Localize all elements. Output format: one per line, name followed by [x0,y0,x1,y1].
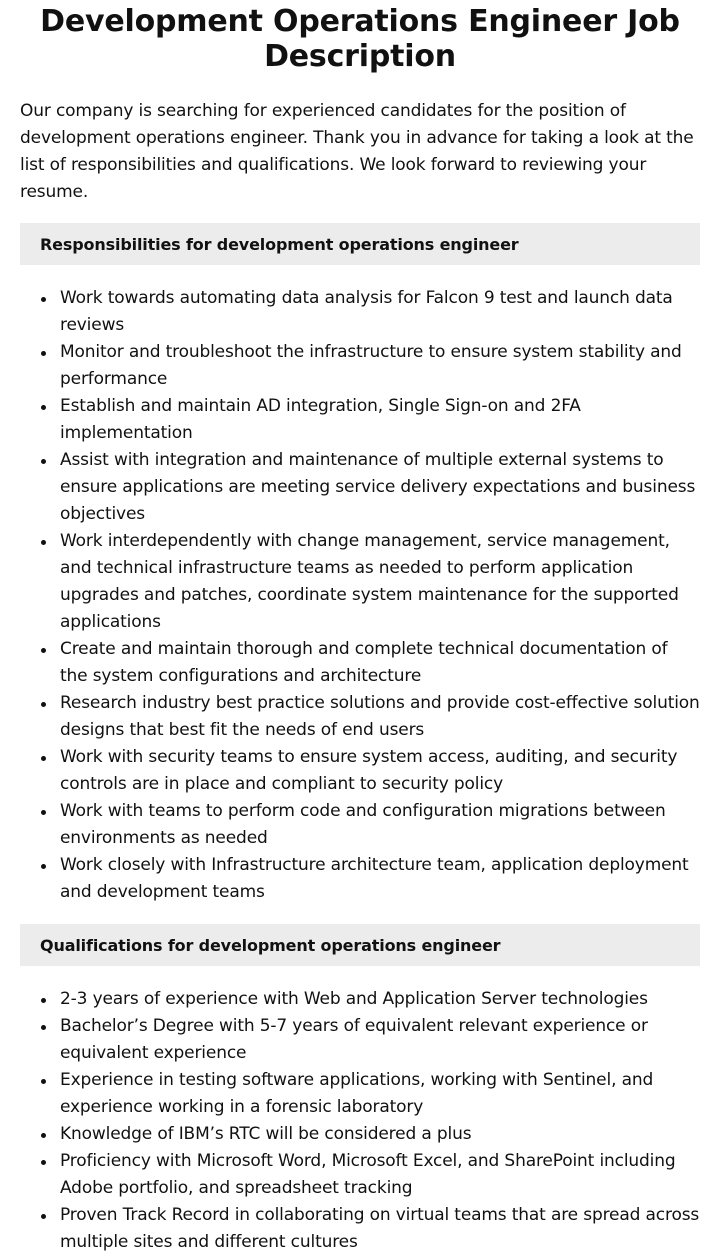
intro-paragraph: Our company is searching for experienced candidates for the position of development operations engineer. Thank you in advance for taking a look at the list of responsibilities and qualifications. We look forward to reviewing your resume. [20,101,694,202]
list-item: 2-3 years of experience with Web and Application Server technologies [20,986,700,1013]
page-title: Development Operations Engineer Job Description [40,4,680,74]
list-item: Work towards automating data analysis for Falcon 9 test and launch data reviews [20,285,700,339]
list-item: Research industry best practice solutions and provide cost-effective solution designs that best fit the needs of end users [20,690,700,744]
qualifications-heading: Qualifications for development operations engineer [20,924,700,966]
qualifications-list [20,986,700,1256]
list-item: Work with teams to perform code and configuration migrations between environments as needed [20,798,700,852]
list-item: Bachelor’s Degree with 5-7 years of equivalent relevant experience or equivalent experience [20,1013,700,1067]
list-item: Create and maintain thorough and complete technical documentation of the system configurations and architecture [20,636,700,690]
list-item: Work with security teams to ensure system access, auditing, and security controls are in place and compliant to security policy [20,744,700,798]
responsibilities-list [20,285,700,906]
list-item: Work interdependently with change management, service management, and technical infrastructure teams as needed to perform application upgrades and patches, coordinate system maintenance for the supported applications [20,528,700,636]
list-item: Proven Track Record in collaborating on virtual teams that are spread across multiple sites and different cultures [20,1202,700,1256]
list-item: Establish and maintain AD integration, Single Sign-on and 2FA implementation [20,393,700,447]
list-item: Knowledge of IBM’s RTC will be considered a plus [20,1121,700,1148]
list-item: Monitor and troubleshoot the infrastructure to ensure system stability and performance [20,339,700,393]
list-item: Work closely with Infrastructure architecture team, application deployment and development teams [20,852,700,906]
responsibilities-heading: Responsibilities for development operations engineer [20,223,700,265]
list-item: Experience in testing software applications, working with Sentinel, and experience working in a forensic laboratory [20,1067,700,1121]
list-item: Proficiency with Microsoft Word, Microsoft Excel, and SharePoint including Adobe portfolio, and spreadsheet tracking [20,1148,700,1202]
list-item: Assist with integration and maintenance of multiple external systems to ensure applications are meeting service delivery expectations and business objectives [20,447,700,528]
